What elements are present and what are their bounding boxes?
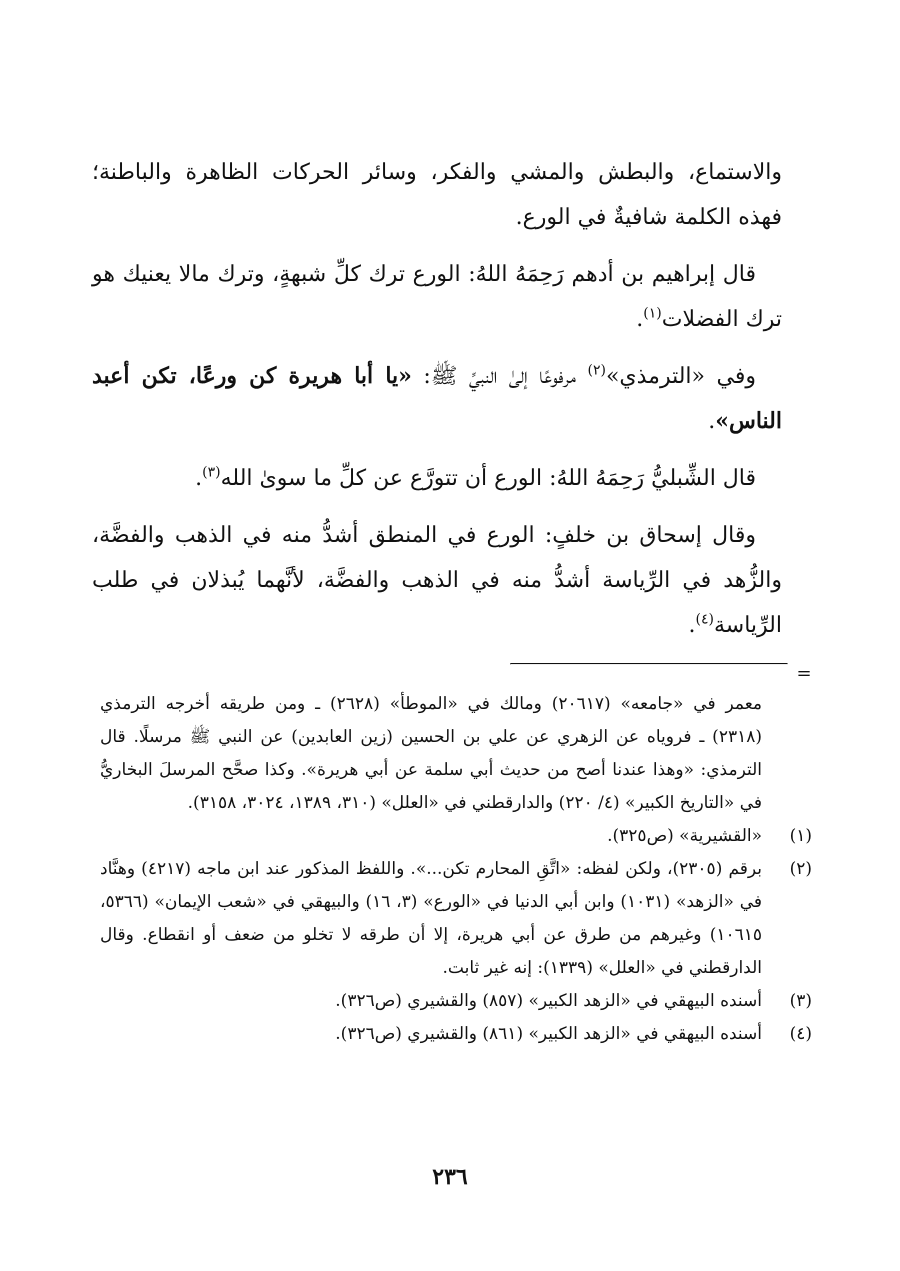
main-text (92, 150, 782, 660)
paragraph-2-end: . (636, 307, 644, 332)
footnote-number: (٤) (789, 1024, 812, 1044)
paragraph-3-end: . (708, 409, 716, 434)
hadith-quote: «يا أبا هريرة كن ورعًا، تكن أعبد الناس» (92, 363, 782, 434)
footnote-ref-3[interactable]: (٣) (202, 464, 221, 481)
footnote-3 (100, 985, 812, 1018)
footnote-1 (100, 820, 812, 853)
footnote-number: (١) (789, 826, 812, 846)
paragraph-5 (92, 513, 782, 648)
footnote-text: أسنده البيهقي في «الزهد الكبير» (٨٥٧) والقشيري (ص٣٢٦). (335, 991, 762, 1011)
footnote-text: برقم (٢٣٠٥)، ولكن لفظه: «اتَّقِ المحارم تكن...». واللفظ المذكور عند ابن ماجه (٤٢١٧) وهنَّاد في «الزهد» (١٠٣١) وابن أبي الدنيا في «الورع» (٣، ١٦) والبيهقي في «شعب الإيمان» (٥٣٦٦، ١٠٦١٥) وغيرهم من طرق عن أبي هريرة، إلا أن طرقه لا تخلو من ضعف أو انقطاع. وقال الدارقطني في «العلل» (١٣٣٩): إنه غير ثابت. (100, 859, 763, 978)
footnotes (100, 688, 812, 1051)
footnote-text: «القشيرية» (ص٣٢٥). (607, 826, 762, 846)
footnote-2 (100, 853, 812, 985)
paragraph-3-text-b: مرفوعًا إلىٰ النبيِّ ﷺ: (411, 364, 588, 389)
footnote-ref-1[interactable]: (١) (643, 305, 662, 322)
footnote-ref-2[interactable]: (٢) (587, 362, 606, 379)
paragraph-1-text: والاستماع، والبطش والمشي والفكر، وسائر الحركات الظاهرة والباطنة؛ فهذه الكلمة شافيةٌ في الورع. (92, 160, 782, 230)
footnote-continuation: معمر في «جامعه» (٢٠٦١٧) ومالك في «الموطأ» (٢٦٢٨) ـ ومن طريقه أخرجه الترمذي (٢٣١٨) ـ فروياه عن الزهري عن علي بن الحسين (زين العابدين) عن النبي ﷺ مرسلًا. قال الترمذي: «وهذا عندنا أصح من حديث أبي سلمة عن أبي هريرة». وكذا صحَّح المرسلَ البخاريُّ في «التاريخ الكبير» (٤/ ٢٢٠) والدارقطني في «العلل» (٣١٠، ١٣٨٩، ٣٠٢٤، ٣١٥٨). (100, 694, 762, 813)
paragraph-3 (92, 354, 782, 444)
footnote-number: (٣) (789, 991, 812, 1011)
continuation-mark: = (796, 663, 812, 684)
paragraph-5-text: وقال إسحاق بن خلفٍ: الورع في المنطق أشدُّ منه في الذهب والفضَّة، والزُّهد في الرِّياسة أشدُّ منه في الذهب والفضَّة، لأنَّهما يُبذلان في طلب الرِّياسة (92, 523, 782, 638)
paragraph-5-end: . (688, 613, 696, 638)
paragraph-3-text-a: وفي «الترمذي» (605, 364, 756, 389)
paragraph-1 (92, 150, 782, 240)
paragraph-2 (92, 252, 782, 342)
paragraph-2-text: قال إبراهيم بن أدهم رَحِمَهُ اللهُ: الورع ترك كلِّ شبهةٍ، وترك مالا يعنيك هو ترك الفضلات (92, 262, 782, 332)
paragraph-4-end: . (195, 466, 203, 491)
footnote-text: أسنده البيهقي في «الزهد الكبير» (٨٦١) والقشيري (ص٣٢٦). (335, 1024, 762, 1044)
paragraph-4 (92, 456, 782, 501)
page-number: ٢٣٦ (432, 1164, 468, 1190)
footnote-ref-4[interactable]: (٤) (695, 611, 714, 628)
footnote-number: (٢) (789, 859, 812, 879)
footnote-4 (100, 1018, 812, 1051)
paragraph-4-text: قال الشِّبليُّ رَحِمَهُ اللهُ: الورع أن تتورَّع عن كلِّ ما سوىٰ الله (220, 466, 756, 491)
footnote-separator (510, 663, 788, 665)
